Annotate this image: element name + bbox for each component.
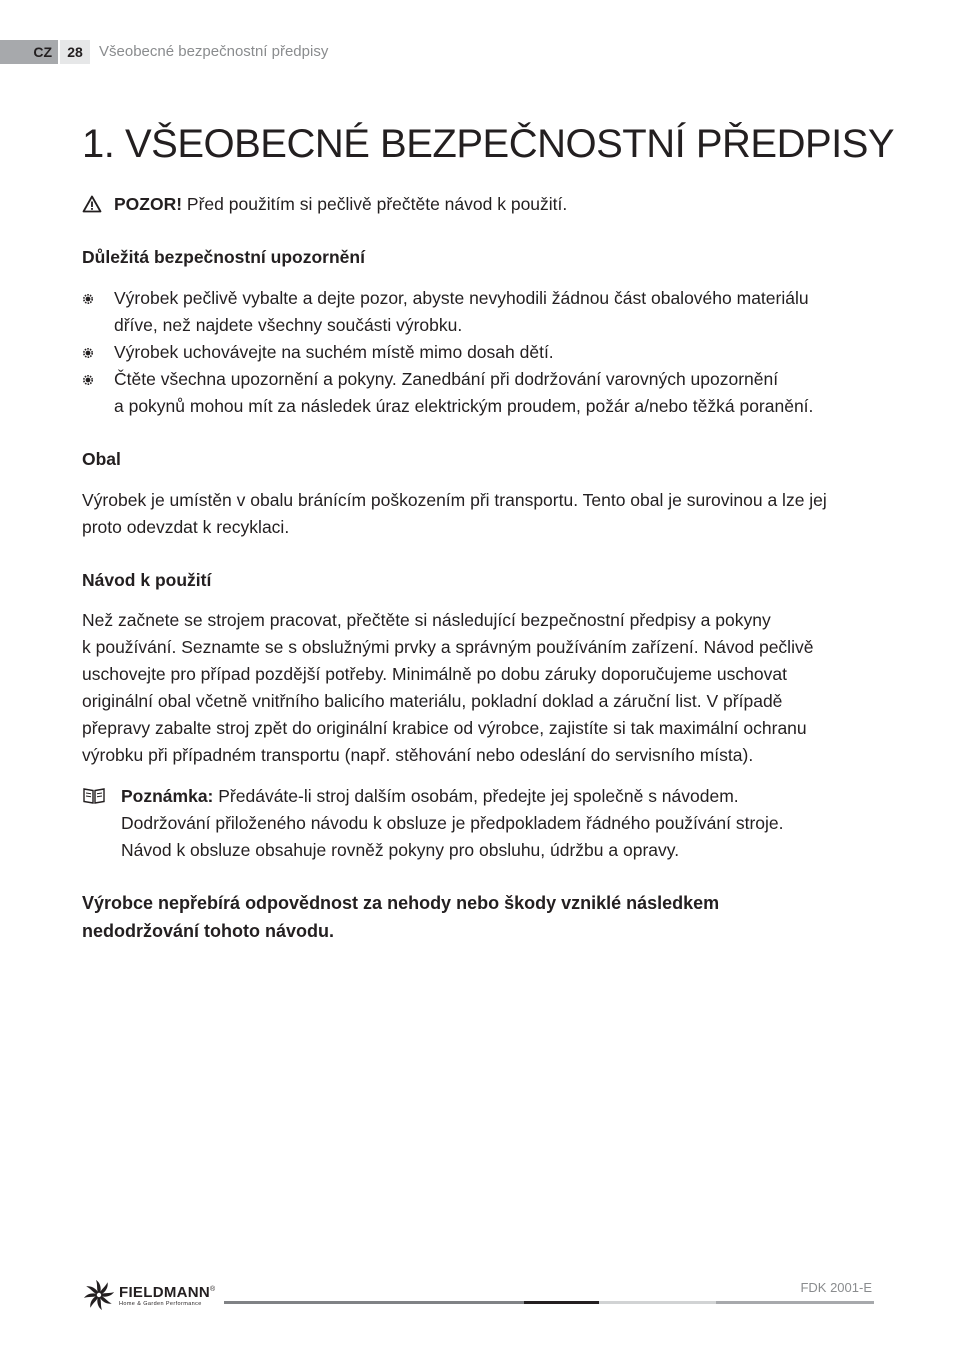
list-item: [82, 366, 874, 420]
gear-bullet-icon: [82, 347, 94, 359]
brand-tagline: Home & Garden Performance: [119, 1301, 202, 1307]
paragraph-line: k používání. Seznamte se s obslužnými prvky a správným používáním zařízení. Návod pečlivě: [82, 637, 814, 657]
list-item-line: Výrobek pečlivě vybalte a dejte pozor, abyste nevyhodili žádnou část obalového materiálu: [114, 288, 809, 308]
disclaimer-line: Výrobce nepřebírá odpovědnost za nehody nebo škody vzniklé následkem: [82, 893, 720, 913]
note-block: [82, 783, 874, 864]
page-footer: [82, 1276, 874, 1316]
brand-name: FIELDMANN®: [119, 1284, 216, 1301]
manual-paragraph: [82, 607, 874, 769]
model-number: FDK 2001-E: [800, 1280, 872, 1295]
note-label: Poznámka:: [121, 786, 214, 806]
list-item: [82, 285, 874, 339]
note-line: Návod k obsluze obsahuje rovněž pokyny pro obsluhu, údržbu a opravy.: [121, 840, 680, 860]
trademark-mark: ®: [210, 1286, 216, 1293]
gear-bullet-icon: [82, 293, 94, 305]
footer-rule-segment: [524, 1301, 599, 1304]
footer-rule-segment: [224, 1301, 524, 1304]
paragraph-line: uschovejte pro případ pozdější potřeby. Minimálně po dobu záruky doporučujeme uschovat: [82, 664, 787, 684]
list-item-line: a pokynů mohou mít za následek úraz elektrickým proudem, požár a/nebo těžká poranění.: [114, 396, 814, 416]
language-tab: CZ: [0, 40, 58, 64]
brand-logo: [82, 1278, 242, 1312]
paragraph-line: proto odevzdat k recyklaci.: [82, 517, 290, 537]
page-header: [0, 40, 420, 64]
list-item: [82, 339, 874, 366]
footer-rule-segment: [716, 1301, 874, 1304]
paragraph-line: Výrobek je umístěn v obalu bránícím poškozením při transportu. Tento obal je surovinou a lze jej: [82, 490, 827, 510]
packaging-paragraph: [82, 487, 874, 541]
packaging-heading: Obal: [82, 449, 121, 469]
list-item-line: Výrobek uchovávejte na suchém místě mimo dosah dětí.: [114, 342, 554, 362]
disclaimer-line: nedodržování tohoto návodu.: [82, 921, 334, 941]
note-line: Dodržování přiloženého návodu k obsluze je předpokladem řádného používání stroje.: [121, 813, 784, 833]
manual-heading: Návod k použití: [82, 570, 212, 590]
fan-logo-icon: [82, 1278, 116, 1312]
warning-label: POZOR!: [114, 194, 183, 214]
warning-text: Před použitím si pečlivě přečtěte návod k použití.: [182, 194, 568, 214]
page-number: 28: [60, 40, 90, 64]
running-title: Všeobecné bezpečnostní předpisy: [99, 43, 329, 60]
paragraph-line: výrobku při případném transportu (např. stěhování nebo odeslání do servisního místa).: [82, 745, 754, 765]
page-title: 1. VŠEOBECNÉ BEZPEČNOSTNÍ PŘEDPISY: [82, 122, 895, 166]
warning-line: [82, 191, 874, 218]
warning-triangle-icon: [82, 195, 102, 213]
paragraph-line: Než začnete se strojem pracovat, přečtěte si následující bezpečnostní předpisy a pokyny: [82, 610, 771, 630]
note-line: Předáváte-li stroj dalším osobám, předejte jej společně s návodem.: [213, 786, 739, 806]
paragraph-line: přepravy zabalte stroj zpět do originální krabice od výrobce, zajistíte si tak maximální ochranu: [82, 718, 807, 738]
safety-list: [82, 285, 874, 420]
safety-heading: Důležitá bezpečnostní upozornění: [82, 247, 365, 267]
list-item-line: Čtěte všechna upozornění a pokyny. Zanedbání při dodržování varovných upozornění: [114, 369, 779, 389]
list-item-line: dříve, než najdete všechny součásti výrobku.: [114, 315, 463, 335]
open-book-icon: [82, 786, 106, 806]
footer-rule-segment: [599, 1301, 716, 1304]
page-content: [82, 118, 895, 945]
gear-bullet-icon: [82, 374, 94, 386]
paragraph-line: originální obal včetně vnitřního balicího materiálu, pokladní doklad a záruční list. V případě: [82, 691, 783, 711]
liability-disclaimer: [82, 889, 874, 945]
